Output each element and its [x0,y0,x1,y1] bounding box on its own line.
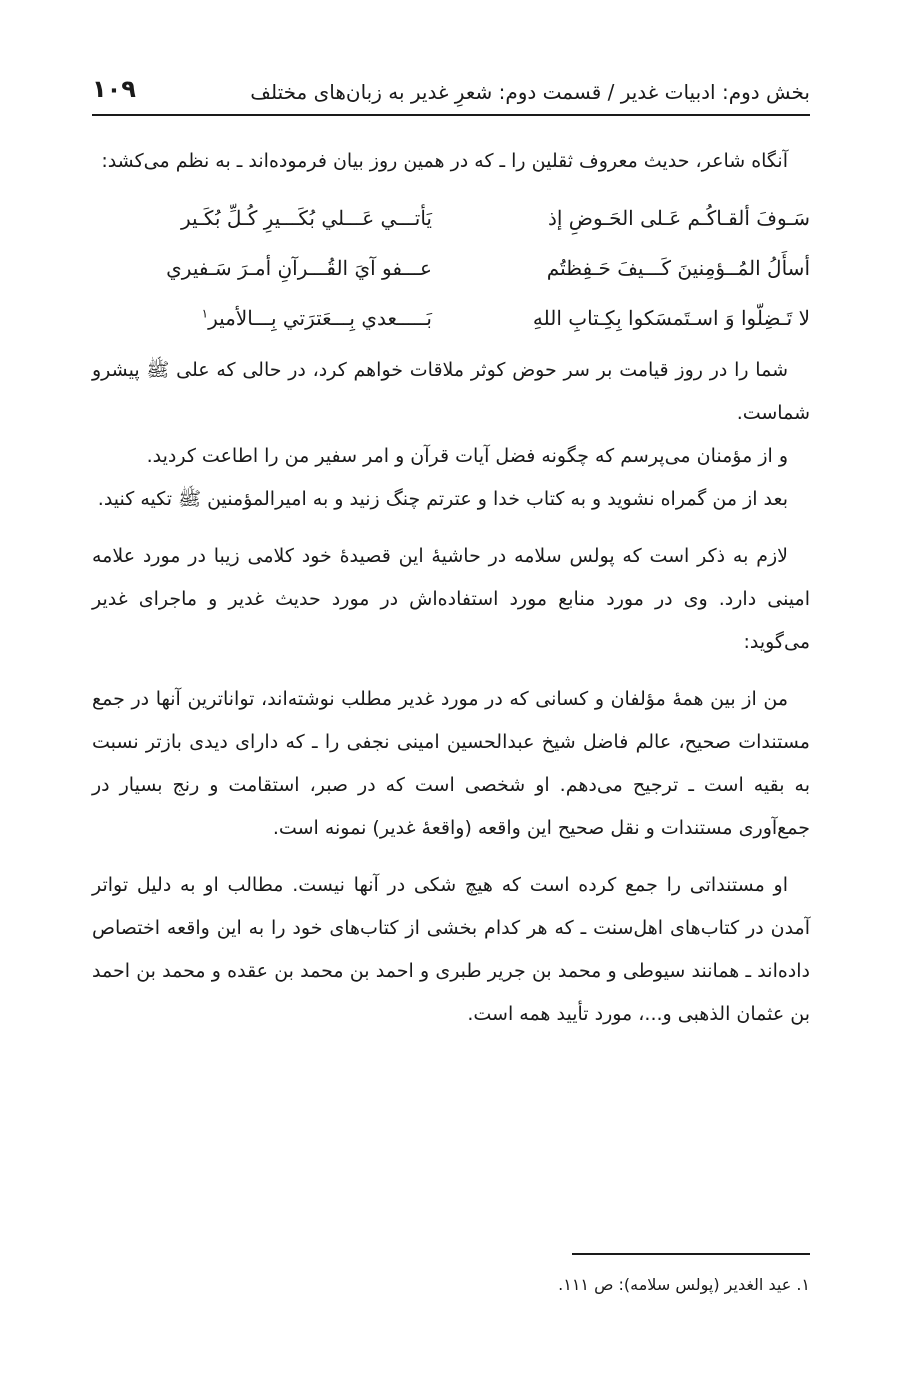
verse-second-hemistich: يَأتـــي عَـــلي بُكَـــيرِ كُـلِّ بُكَـير [180,206,432,230]
footnote-divider [572,1253,810,1255]
page-header [92,74,810,116]
quote-paragraph: من از بین همهٔ مؤلفان و کسانی که در مورد غدیر مطلب نوشته‌اند، تواناترین آنها در جمع مستندات صحیح، عالم فاضل شیخ عبدالحسین امینی نجفی را ـ که دارای دیدی بازتر نسبت به بقیه است ـ ترجیح می‌دهم. او شخصی است که در صبر، استقامت و رنج بسیار در جمع‌آوری مستندات و نقل صحیح این واقعه (واقعهٔ غدیر) نمونه است. [92,688,810,839]
running-title: بخش دوم: ادبیات غدیر / قسمت دوم: شعرِ غدیر به زبان‌های مختلف [250,80,810,104]
poem [92,193,810,343]
translation-line: بعد از من گمراه نشوید و به کتاب خدا و عترتم چنگ زنید و به امیرالمؤمنین ﷺ تکیه کنید. [97,488,788,510]
poem-verse [92,243,810,293]
footnote-mark: ۱ [201,306,209,321]
verse-first-hemistich: أسأَلُ المُــؤمِنينَ كَـــيفَ حَـفِظتُم [546,256,810,280]
page-content [92,140,810,1036]
quote-paragraph: او مستنداتی را جمع کرده است که هیچ شکی در آنها نیست. مطالب او به دلیل تواتر آمدن در کتاب‌های اهل‌سنت ـ که هر کدام بخشی از کتاب‌های خود را به این واقعه اختصاص داده‌اند ـ همانند سیوطی و محمد بن جریر طبری و احمد بن محمد بن عقده و محمد بن احمد بن عثمان الذهبی و...، مورد تأیید همه است. [92,874,810,1025]
verse-first-hemistich: سَـوفَ ألقـاكُـم عَـلى الحَـوضِ إذ [547,206,810,230]
poem-verse [92,293,810,343]
body-paragraph: لازم به ذکر است که پولس سلامه در حاشیهٔ این قصیدهٔ خود کلامی زیبا در مورد علامه امینی دارد. وی در مورد منابع مورد استفاده‌اش در مورد حدیث غدیر و ماجرای غدیر می‌گوید: [92,545,810,653]
intro-paragraph: آنگاه شاعر، حدیث معروف ثقلین را ـ که در همین روز بیان فرموده‌اند ـ به نظم می‌کشد: [101,150,788,172]
poem-verse [92,193,810,243]
translation-line: و از مؤمنان می‌پرسم که چگونه فضل آیات قرآن و امر سفیر من را اطاعت کردید. [146,445,788,467]
footnote: ۱. عید الغدیر (پولس سلامه): ص ۱۱۱. [558,1275,810,1294]
translation-line: شما را در روز قیامت بر سر حوض کوثر ملاقات خواهم کرد، در حالی که علی ﷺ پیشرو شماست. [92,359,810,424]
verse-second-hemistich: عـــفو آيَ القُـــرآنِ أمـرَ سَـفيري [166,256,432,280]
verse-first-hemistich: لا تَـضِلّوا وَ اسـتَمسَكوا بِكِـتابِ اللهِ [532,306,810,330]
book-page [92,0,810,1390]
verse-second-hemistich-text: بَـــــعدي بِـــعَترَتي بِـــالأمير [208,306,432,330]
verse-second-hemistich [92,293,432,343]
page-number: ۱۰۹ [92,75,136,103]
